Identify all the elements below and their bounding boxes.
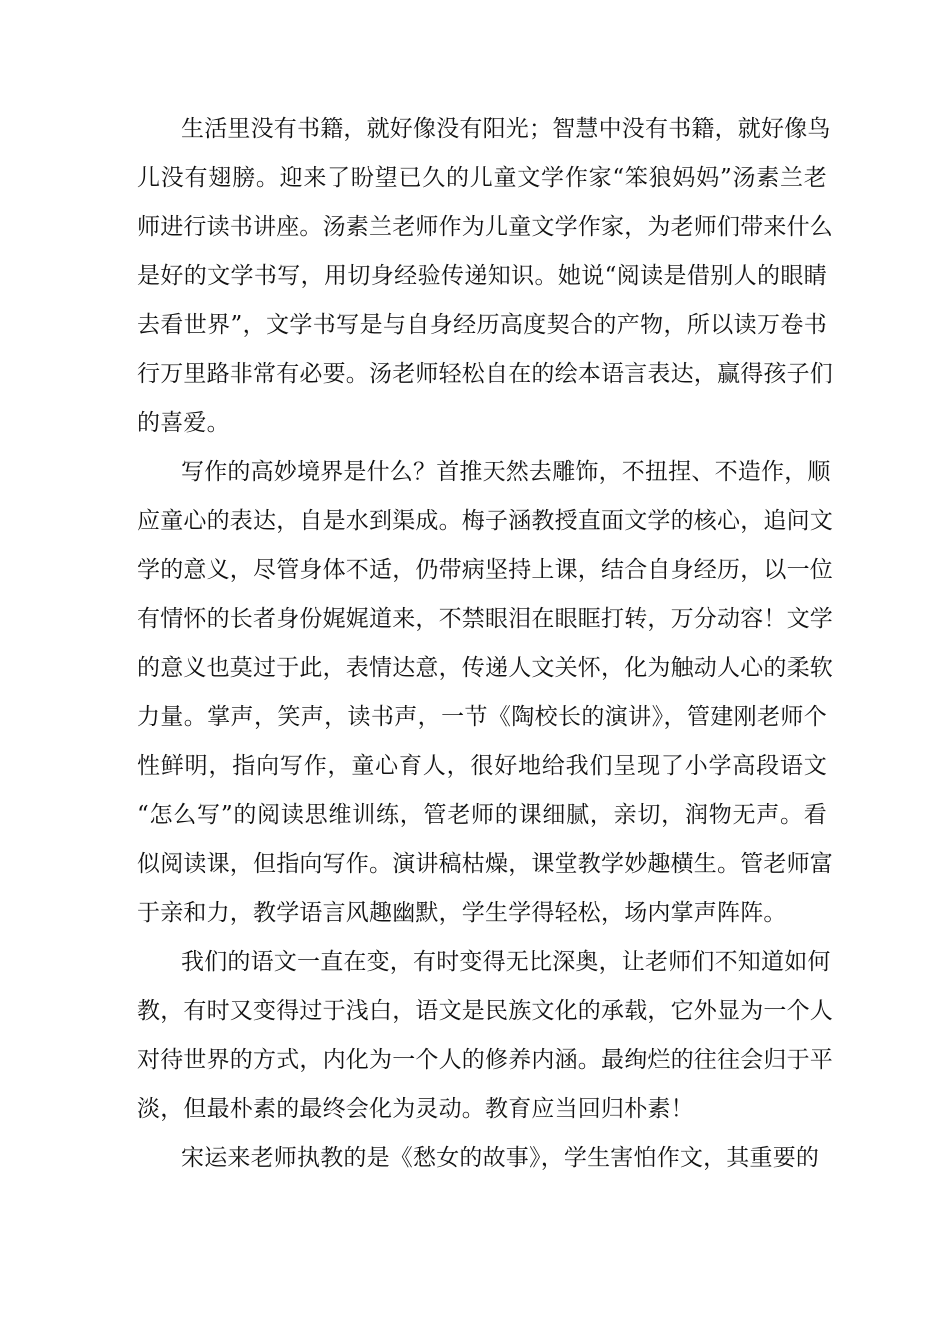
text-line: 有情怀的长者身份娓娓道来，不禁眼泪在眼眶打转，万分动容！文学 (137, 606, 833, 632)
text-line: 性鲜明，指向写作，童心育人，很好地给我们呈现了小学高段语文 (137, 753, 827, 779)
text-line: 应童心的表达，自是水到渠成。梅子涵教授直面文学的核心，追问文 (137, 508, 833, 534)
text-line: 我们的语文一直在变，有时变得无比深奥，让老师们不知道如何 (181, 949, 831, 975)
text-line: 教，有时又变得过于浅白，语文是民族文化的承载，它外显为一个人 (137, 998, 833, 1024)
text-line: 淡，但最朴素的最终会化为灵动。教育应当回归朴素！ (137, 1096, 694, 1122)
text-line: 儿没有翅膀。迎来了盼望已久的儿童文学作家“笨狼妈妈”汤素兰老 (137, 165, 827, 191)
text-line: 似阅读课，但指向写作。演讲稿枯燥，课堂教学妙趣横生。管老师富 (137, 851, 833, 877)
text-line: “怎么写”的阅读思维训练，管老师的课细腻，亲切，润物无声。看 (137, 802, 827, 828)
paragraph-4 (137, 1134, 827, 1183)
paragraph-3 (137, 938, 833, 1134)
text-line: 的喜爱。 (137, 410, 230, 436)
text-line: 宋运来老师执教的是《愁女的故事》，学生害怕作文，其重要的 (181, 1145, 820, 1171)
text-line: 于亲和力，教学语言风趣幽默，学生学得轻松，场内掌声阵阵。 (137, 900, 787, 926)
text-line: 力量。掌声，笑声，读书声，一节《陶校长的演讲》，管建刚老师个 (137, 704, 827, 730)
text-line: 写作的高妙境界是什么？首推天然去雕饰，不扭捏、不造作，顺 (181, 459, 831, 485)
paragraph-2 (137, 448, 833, 938)
text-line: 是好的文学书写，用切身经验传递知识。她说“阅读是借别人的眼睛 (137, 263, 827, 289)
text-line: 学的意义，尽管身体不适，仍带病坚持上课，结合自身经历，以一位 (137, 557, 833, 583)
text-line: 生活里没有书籍，就好像没有阳光；智慧中没有书籍，就好像鸟 (181, 116, 831, 142)
text-line: 的意义也莫过于此，表情达意，传递人文关怀，化为触动人心的柔软 (137, 655, 833, 681)
paragraph-1 (137, 105, 833, 448)
text-line: 行万里路非常有必要。汤老师轻松自在的绘本语言表达，赢得孩子们 (137, 361, 833, 387)
text-line: 对待世界的方式，内化为一个人的修养内涵。最绚烂的往往会归于平 (137, 1047, 833, 1073)
text-line: 去看世界”，文学书写是与自身经历高度契合的产物，所以读万卷书 (137, 312, 827, 338)
text-line: 师进行读书讲座。汤素兰老师作为儿童文学作家，为老师们带来什么 (137, 214, 833, 240)
document-body (137, 105, 833, 1183)
